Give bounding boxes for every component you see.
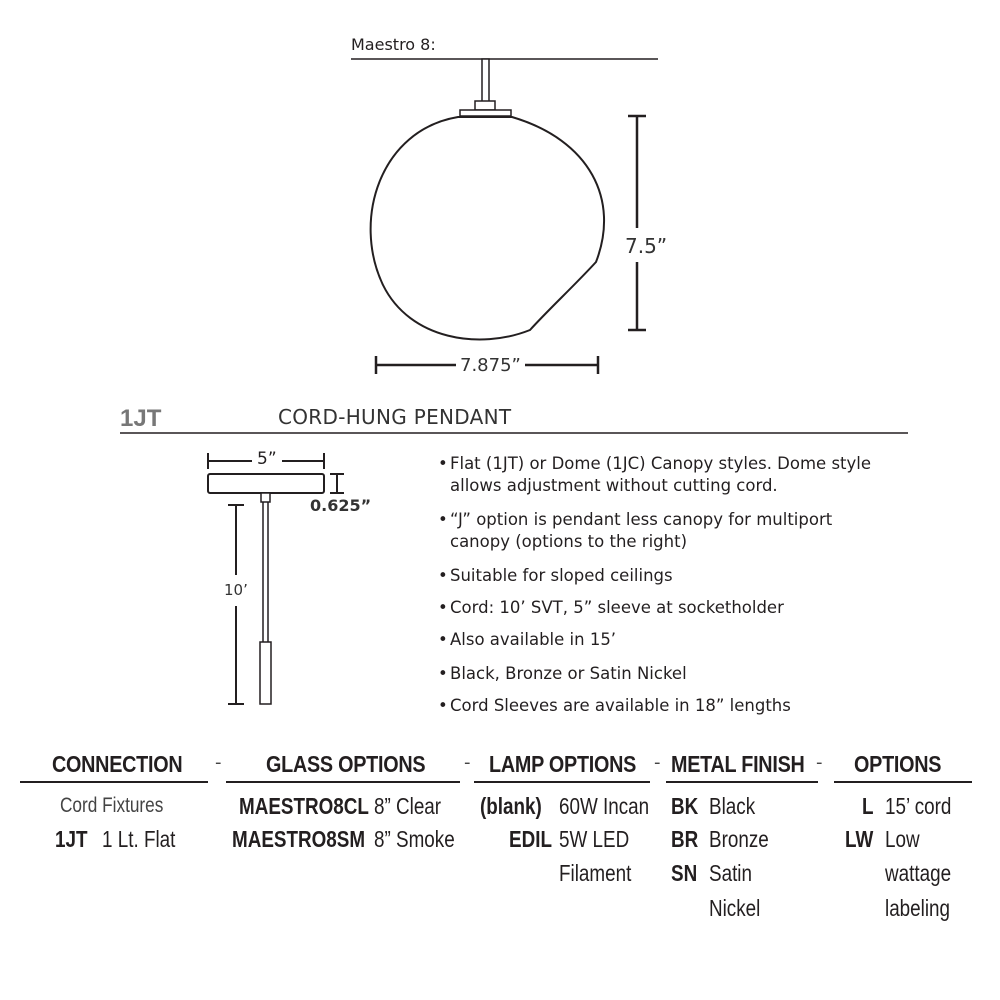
- feature-text: Also available in 15’: [450, 630, 617, 649]
- feature-item: [438, 453, 871, 497]
- header-separator: -: [215, 752, 222, 773]
- pendant-globe: [371, 117, 604, 340]
- metal-code: BK: [671, 793, 699, 819]
- glass-label: 8” Smoke: [374, 826, 455, 852]
- feature-item: [438, 695, 791, 717]
- lamp-label-continued: Filament: [559, 860, 632, 886]
- canopy-height-label: 0.625”: [310, 496, 372, 515]
- metal-code: SN: [671, 860, 698, 886]
- option-label-continued: labeling: [885, 895, 951, 921]
- option-label: Low: [885, 826, 920, 852]
- connection-group-label: Cord Fixtures: [60, 794, 164, 817]
- feature-text: Cord Sleeves are available in 18” lengths: [450, 696, 791, 715]
- product-title: Maestro 8:: [351, 35, 436, 54]
- feature-item: [438, 629, 616, 651]
- header-metal-finish: METAL FINISH: [671, 751, 805, 777]
- lamp-label: 5W LED: [559, 826, 630, 852]
- glass-code: MAESTRO8SM: [232, 826, 366, 852]
- metal-label: Bronze: [709, 826, 769, 852]
- glass-code: MAESTRO8CL: [239, 793, 369, 819]
- metal-label: Black: [709, 793, 756, 819]
- feature-item: [438, 663, 687, 685]
- header-separator: -: [654, 752, 661, 773]
- feature-text: Cord: 10’ SVT, 5” sleeve at socketholder: [450, 598, 784, 617]
- header-separator: -: [464, 752, 471, 773]
- feature-text: Suitable for sloped ceilings: [450, 566, 673, 585]
- lamp-code: EDIL: [509, 826, 552, 852]
- model-description: CORD-HUNG PENDANT: [278, 405, 512, 429]
- option-code: L: [862, 793, 874, 819]
- option-label: 15’ cord: [885, 793, 952, 819]
- pendant-collar: [460, 110, 511, 116]
- feature-text: Black, Bronze or Satin Nickel: [450, 664, 687, 683]
- header-connection: CONNECTION: [52, 751, 183, 777]
- connection-code: 1JT: [55, 826, 88, 852]
- option-label-continued: wattage: [885, 860, 952, 886]
- pendant-socket-cap: [475, 101, 495, 110]
- feature-text: Flat (1JT) or Dome (1JC) Canopy styles. Dome style allows adjustment without cutting cord.: [450, 454, 872, 495]
- connection-label: 1 Lt. Flat: [102, 826, 176, 852]
- metal-label: Satin: [709, 860, 752, 886]
- canopy-grip: [261, 493, 270, 502]
- header-options: OPTIONS: [854, 751, 942, 777]
- pendant-cord: [482, 59, 489, 103]
- feature-text: “J” option is pendant less canopy for multiport canopy (options to the right): [450, 510, 833, 551]
- canopy: [208, 474, 324, 493]
- header-lamp-options: LAMP OPTIONS: [489, 751, 637, 777]
- option-code: LW: [845, 826, 874, 852]
- canopy-width-label: 5”: [257, 449, 277, 469]
- glass-label: 8” Clear: [374, 793, 442, 819]
- metal-code: BR: [671, 826, 699, 852]
- model-code: 1JT: [120, 405, 162, 432]
- feature-item: [438, 565, 673, 587]
- socket-sleeve: [260, 642, 271, 704]
- lamp-code: (blank): [480, 793, 542, 819]
- lamp-label: 60W Incan: [559, 793, 650, 819]
- metal-label-continued: Nickel: [709, 895, 761, 921]
- header-separator: -: [816, 752, 823, 773]
- globe-width-label: 7.875”: [460, 355, 521, 376]
- cord-length-label: 10’: [224, 581, 248, 599]
- feature-item: [438, 597, 784, 619]
- header-glass-options: GLASS OPTIONS: [266, 751, 426, 777]
- feature-item: [438, 509, 832, 553]
- globe-height-label: 7.5”: [625, 234, 668, 258]
